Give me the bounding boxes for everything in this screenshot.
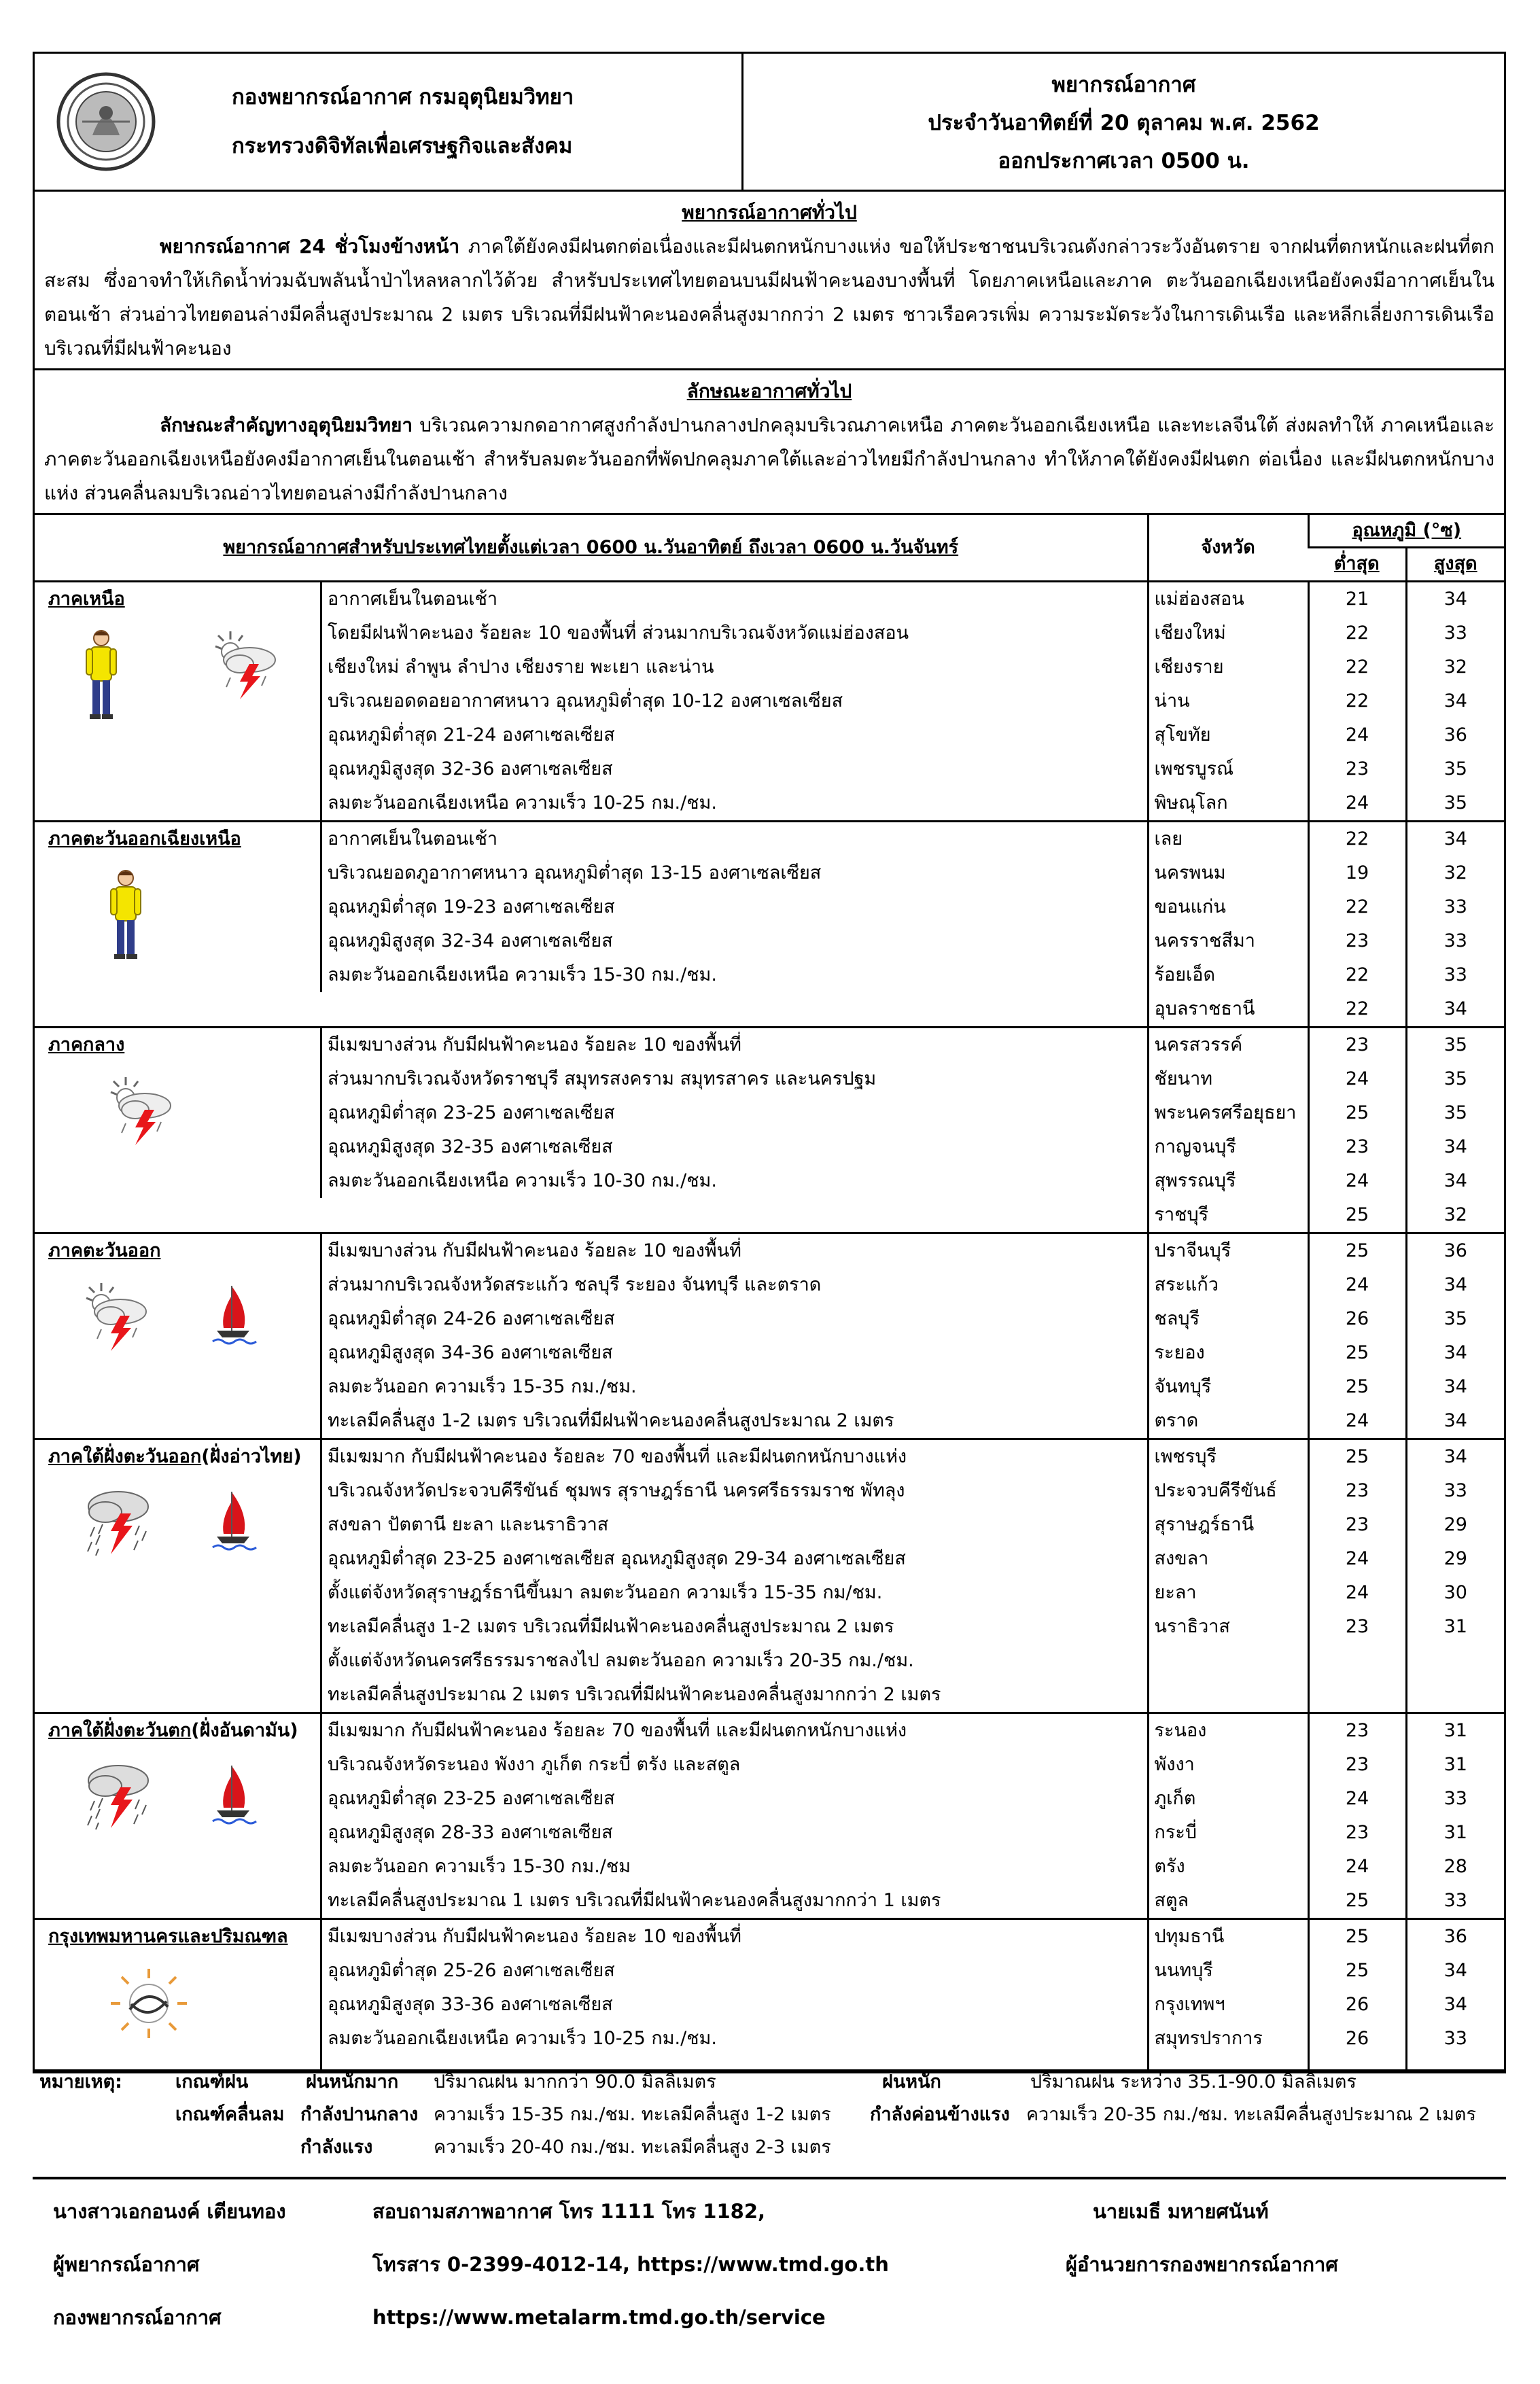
province-name: ระยอง <box>1154 1342 1205 1363</box>
max-temp: 34 <box>1443 1994 1467 2015</box>
max-temp: 34 <box>1443 1960 1467 1981</box>
max-temp: 29 <box>1443 1514 1467 1535</box>
very-heavy-rain-label: ฝนหนักมาก <box>306 2071 399 2092</box>
min-temp: 26 <box>1345 1308 1369 1329</box>
min-temp: 23 <box>1345 1034 1369 1055</box>
min-temp: 21 <box>1345 589 1369 610</box>
min-temp: 23 <box>1345 930 1369 951</box>
min-temp-cell <box>1308 1028 1406 1233</box>
min-temp: 25 <box>1345 1342 1369 1363</box>
very-heavy-rain-desc: ปริมาณฝน มากกว่า 90.0 มิลลิเมตร <box>434 2071 716 2092</box>
max-temp: 36 <box>1443 1926 1467 1947</box>
forecaster-department: กองพยากรณ์อากาศ <box>53 2306 222 2329</box>
organization-name: กองพยากรณ์อากาศ กรมอุตุนิยมวิทยา <box>232 85 574 109</box>
province-name: กระบี่ <box>1154 1822 1197 1843</box>
province-name-cell <box>1148 822 1308 1028</box>
min-temp: 22 <box>1345 656 1369 678</box>
min-temp: 25 <box>1345 1960 1369 1981</box>
min-temp: 24 <box>1345 792 1369 813</box>
forecast-line: มีเมฆบางส่วน กับมีฝนฟ้าคะนอง ร้อยละ 10 ของพื้นที่ <box>328 1240 741 1261</box>
max-temp: 36 <box>1443 724 1467 746</box>
forecast-line: สงขลา ปัตตานี ยะลา และนราธิวาส <box>328 1514 609 1535</box>
min-temp: 23 <box>1345 1754 1369 1775</box>
forecast-line: ลมตะวันออกเฉียงเหนือ ความเร็ว 10-25 กม./ชม. <box>328 792 717 813</box>
max-temp: 34 <box>1443 1342 1467 1363</box>
document-date: ประจำวันอาทิตย์ที่ 20 ตุลาคม พ.ศ. 2562 <box>928 111 1320 135</box>
forecast-line: อุณหภูมิสูงสุด 33-36 องศาเซลเซียส <box>328 1994 613 2015</box>
forecast-line: บริเวณจังหวัดระนอง พังงา ภูเก็ต กระบี่ ตรัง และสตูล <box>328 1754 741 1775</box>
max-temp: 34 <box>1443 1136 1467 1157</box>
max-temp: 32 <box>1443 862 1467 883</box>
max-temp: 33 <box>1443 1890 1467 1911</box>
forecast-line: มีเมฆบางส่วน กับมีฝนฟ้าคะนอง ร้อยละ 10 ของพื้นที่ <box>328 1034 741 1055</box>
province-name: ตราด <box>1154 1410 1199 1431</box>
min-temp: 24 <box>1345 1068 1369 1089</box>
min-temp-cell <box>1308 822 1406 1028</box>
province-name: สุราษฎร์ธานี <box>1154 1514 1255 1535</box>
province-name: ปราจีนบุรี <box>1154 1240 1231 1261</box>
document-title: พยากรณ์อากาศ <box>1051 73 1196 97</box>
forecast-line: อุณหภูมิสูงสุด 28-33 องศาเซลเซียส <box>328 1822 613 1843</box>
max-temp: 33 <box>1443 896 1467 917</box>
min-temp: 25 <box>1345 1890 1369 1911</box>
forecast-line: ส่วนมากบริเวณจังหวัดสระแก้ว ชลบุรี ระยอง จันทบุรี และตราด <box>328 1274 822 1295</box>
ministry-name: กระทรวงดิจิทัลเพื่อเศรษฐกิจและสังคม <box>232 134 573 158</box>
region-name: ภาคกลาง <box>48 1034 125 1055</box>
organization-block <box>35 54 743 190</box>
province-name: พระนครศรีอยุธยา <box>1154 1102 1297 1123</box>
province-name: ระนอง <box>1154 1720 1207 1741</box>
signature-footer <box>53 2185 1494 2344</box>
rain-criteria-label: เกณฑ์ฝน <box>175 2071 249 2092</box>
issue-time: ออกประกาศเวลา 0500 น. <box>998 149 1250 173</box>
forecast-line: ส่วนมากบริเวณจังหวัดราชบุรี สมุทรสงคราม สมุทรสาคร และนครปฐม <box>328 1068 877 1089</box>
notes-label: หมายเหตุ: <box>39 2071 122 2092</box>
max-temp: 36 <box>1443 1240 1467 1261</box>
forecast-line: บริเวณยอดภูอากาศหนาว อุณหภูมิต่ำสุด 13-15 องศาเซลเซียส <box>328 862 822 883</box>
province-name: กาญจนบุรี <box>1154 1136 1236 1157</box>
max-temp: 31 <box>1443 1822 1467 1843</box>
max-temp: 29 <box>1443 1548 1467 1569</box>
forecast-line: ลมตะวันออกเฉียงเหนือ ความเร็ว 10-25 กม./ชม. <box>328 2028 717 2049</box>
max-temp-cell <box>1406 822 1504 1028</box>
director-role: ผู้อำนวยการกองพยากรณ์อากาศ <box>1066 2253 1338 2276</box>
region-name-suffix: (ฝั่งอันดามัน) <box>191 1720 298 1741</box>
province-name: เลย <box>1154 828 1183 849</box>
province-name: พังงา <box>1154 1754 1195 1775</box>
max-temp: 30 <box>1443 1582 1467 1603</box>
province-name: พิษณุโลก <box>1154 792 1228 813</box>
region-row <box>35 1919 1504 2071</box>
province-name-cell <box>1148 1233 1308 1439</box>
general-weather-title: ลักษณะอากาศทั่วไป <box>686 380 852 402</box>
min-temp: 23 <box>1345 1514 1369 1535</box>
region-name: ภาคตะวันออก <box>48 1240 161 1261</box>
region-label-cell <box>35 582 320 820</box>
region-name: กรุงเทพมหานครและปริมณฑล <box>48 1926 288 1947</box>
max-temp: 33 <box>1443 964 1467 985</box>
forecast-line: ลมตะวันออก ความเร็ว 15-30 กม./ชม <box>328 1856 631 1877</box>
province-name: กรุงเทพฯ <box>1154 1994 1225 2015</box>
province-name: ชัยนาท <box>1154 1068 1213 1089</box>
min-temp: 25 <box>1345 1240 1369 1261</box>
forecast-line: โดยมีฝนฟ้าคะนอง ร้อยละ 10 ของพื้นที่ ส่วนมากบริเวณจังหวัดแม่ฮ่องสอน <box>328 623 909 644</box>
forecast-line: อุณหภูมิต่ำสุด 19-23 องศาเซลเซียส <box>328 896 615 917</box>
min-temp: 24 <box>1345 1582 1369 1603</box>
min-temp: 24 <box>1345 1170 1369 1191</box>
forecast-line: ตั้งแต่จังหวัดนครศรีธรรมราชลงไป ลมตะวันออก ความเร็ว 20-35 กม./ชม. <box>328 1650 914 1671</box>
province-name-cell <box>1148 1028 1308 1233</box>
region-forecast-text <box>320 1234 1147 1438</box>
region-label-cell <box>35 1714 320 1918</box>
min-temp: 22 <box>1345 998 1369 1019</box>
min-temp: 24 <box>1345 1274 1369 1295</box>
contact-fax: โทรสาร 0-2399-4012-14, https://www.tmd.go.th <box>372 2253 889 2276</box>
forecast-line: ทะเลมีคลื่นสูงประมาณ 1 เมตร บริเวณที่มีฝนฟ้าคะนองคลื่นสูงมากกว่า 1 เมตร <box>328 1890 941 1911</box>
region-forecast-text <box>320 582 1147 820</box>
max-temp: 31 <box>1443 1720 1467 1741</box>
min-temp: 19 <box>1345 862 1369 883</box>
thunderstorm-icon <box>105 1074 180 1154</box>
max-temp: 31 <box>1443 1616 1467 1637</box>
forecast-line: อุณหภูมิต่ำสุด 23-25 องศาเซลเซียส <box>328 1788 615 1809</box>
max-temp: 31 <box>1443 1754 1467 1775</box>
min-temp: 24 <box>1345 724 1369 746</box>
region-forecast-text <box>320 1440 1147 1712</box>
region-name: ภาคใต้ฝั่งตะวันออก(ฝั่งอ่าวไทย) <box>48 1440 320 1474</box>
forecast-line: บริเวณจังหวัดประจวบคีรีขันธ์ ชุมพร สุราษฎร์ธานี นครศรีธรรมราช พัทลุง <box>328 1480 905 1501</box>
forecast-line: อากาศเย็นในตอนเช้า <box>328 828 498 849</box>
document-title-block <box>743 54 1504 190</box>
max-temp: 28 <box>1443 1856 1467 1877</box>
general-forecast-text: พยากรณ์อากาศ 24 ชั่วโมงข้างหน้า ภาคใต้ยังคงมีฝนตกต่อเนื่องและมีฝนตกหนักบางแห่ง ขอให้ประชาชนบริเวณดังกล่าวระวังอันตราย จากฝนที่ตกหนักและฝนที่ตกสะสม ซึ่งอาจทำให้เกิดน้ำท่วมฉับพลันน้ำป่าไหลหลากไว้ด้วย สำหรับประเทศไทยตอนบนมีฝนฟ้าคะนองบางพื้นที่ โดยภาคเหนือและภาค ตะวันออกเฉียงเหนือยังคงมีอากาศเย็นในตอนเช้า ส่วนอ่าวไทยตอนล่างมีคลื่นสูงประมาณ 2 เมตร บริเวณที่มีฝนฟ้าคะนองคลื่นสูงมากกว่า 2 เมตร ชาวเรือควรเพิ่ม ความระมัดระวังในการเดินเรือ และหลีกเลี่ยงการเดินเรือบริเวณที่มีฝนฟ้าคะนอง <box>44 235 1495 360</box>
max-temp: 35 <box>1443 792 1467 813</box>
province-name-cell <box>1148 1439 1308 1713</box>
forecast-line: อุณหภูมิต่ำสุด 21-24 องศาเซลเซียส <box>328 724 615 746</box>
province-name: สระแก้ว <box>1154 1274 1219 1295</box>
max-temp: 33 <box>1443 623 1467 644</box>
min-temp: 24 <box>1345 1548 1369 1569</box>
forecast-line: ลมตะวันออก ความเร็ว 15-35 กม./ชม. <box>328 1376 637 1397</box>
regional-forecast-table <box>35 515 1504 2071</box>
max-temp: 33 <box>1443 2028 1467 2049</box>
province-name-cell <box>1148 582 1308 822</box>
province-name: เชียงใหม่ <box>1154 623 1226 644</box>
max-temp: 34 <box>1443 690 1467 712</box>
province-name: ภูเก็ต <box>1154 1788 1196 1809</box>
region-label-cell <box>35 1028 320 1198</box>
max-temp: 34 <box>1443 1274 1467 1295</box>
thunderstorm-icon <box>210 629 285 708</box>
province-name-cell <box>1148 1919 1308 2071</box>
province-name: นครสวรรค์ <box>1154 1034 1243 1055</box>
general-weather-section <box>35 370 1504 515</box>
min-temp-cell <box>1308 582 1406 822</box>
min-temp: 25 <box>1345 1926 1369 1947</box>
forecast-line: ลมตะวันออกเฉียงเหนือ ความเร็ว 15-30 กม./ชม. <box>328 964 717 985</box>
min-temp: 23 <box>1345 758 1369 779</box>
sailboat-icon <box>210 1486 258 1559</box>
province-name: นราธิวาส <box>1154 1616 1230 1637</box>
forecast-line: อุณหภูมิต่ำสุด 23-25 องศาเซลเซียส อุณหภูมิสูงสุด 29-34 องศาเซลเซียส <box>328 1548 906 1569</box>
region-forecast-text <box>320 1028 1147 1198</box>
min-temp: 25 <box>1345 1446 1369 1467</box>
max-temp: 35 <box>1443 1102 1467 1123</box>
province-name: ชลบุรี <box>1154 1308 1200 1329</box>
province-name: นครราชสีมา <box>1154 930 1255 951</box>
forecaster-name: นางสาวเอกอนงค์ เตียนทอง <box>53 2200 286 2223</box>
max-temp-cell <box>1406 1028 1504 1233</box>
contact-phone: สอบถามสภาพอากาศ โทร 1111 โทร 1182, <box>372 2200 766 2223</box>
forecast-line: มีเมฆมาก กับมีฝนฟ้าคะนอง ร้อยละ 70 ของพื้นที่ และมีฝนตกหนักบางแห่ง <box>328 1720 907 1741</box>
min-temp: 23 <box>1345 1136 1369 1157</box>
province-name: นนทบุรี <box>1154 1960 1213 1981</box>
province-name: ยะลา <box>1154 1582 1197 1603</box>
province-name: ตรัง <box>1154 1856 1185 1877</box>
min-temp: 26 <box>1345 2028 1369 2049</box>
min-temp: 24 <box>1345 1410 1369 1431</box>
forecast-line: มีเมฆบางส่วน กับมีฝนฟ้าคะนอง ร้อยละ 10 ของพื้นที่ <box>328 1926 741 1947</box>
min-temp: 22 <box>1345 690 1369 712</box>
min-temp: 26 <box>1345 1994 1369 2015</box>
max-temp-header: สูงสุด <box>1406 548 1504 582</box>
max-temp: 33 <box>1443 1788 1467 1809</box>
province-name: ปทุมธานี <box>1154 1926 1225 1947</box>
director-name: นายเมธี มหายศนันท์ <box>1093 2200 1269 2223</box>
province-name: สตูล <box>1154 1890 1189 1911</box>
min-temp: 22 <box>1345 896 1369 917</box>
person-icon <box>105 869 146 968</box>
heavy-rain-desc: ปริมาณฝน ระหว่าง 35.1-90.0 มิลลิเมตร <box>1030 2071 1357 2092</box>
province-name: สุโขทัย <box>1154 724 1211 746</box>
min-temp-cell <box>1308 1233 1406 1439</box>
forecast-line: เชียงใหม่ ลำพูน ลำปาง เชียงราย พะเยา และน่าน <box>328 656 714 678</box>
province-name: แม่ฮ่องสอน <box>1154 589 1244 610</box>
moderate-wind-label: กำลังปานกลาง <box>300 2104 419 2125</box>
province-name: เพชรบุรี <box>1154 1446 1217 1467</box>
general-forecast-lead: พยากรณ์อากาศ 24 ชั่วโมงข้างหน้า <box>160 235 460 258</box>
footer-divider <box>33 2177 1506 2179</box>
province-name-cell <box>1148 1713 1308 1919</box>
region-label-cell <box>35 822 320 992</box>
region-label-cell <box>35 1920 320 2069</box>
department-seal-icon <box>55 71 157 173</box>
min-temp: 22 <box>1345 964 1369 985</box>
min-temp: 22 <box>1345 623 1369 644</box>
max-temp-cell <box>1406 1919 1504 2071</box>
forecast-line: อุณหภูมิสูงสุด 32-35 องศาเซลเซียส <box>328 1136 613 1157</box>
general-weather-text: ลักษณะสำคัญทางอุตุนิยมวิทยา บริเวณความกดอากาศสูงกำลังปานกลางปกคลุมบริเวณภาคเหนือ ภาคตะวันออกเฉียงเหนือ และทะเลจีนใต้ ส่งผลทำให้ ภาคเหนือและภาคตะวันออกเฉียงเหนือยังคงมีอากาศเย็นในตอนเช้า สำหรับลมตะวันออกที่พัดปกคลุมภาคใต้และอ่าวไทยมีกำลังปานกลาง ทำให้ภาคใต้ยังคงมีฝนตก ต่อเนื่อง และมีฝนตกหนักบางแห่ง ส่วนคลื่นลมบริเวณอ่าวไทยตอนล่างมีกำลังปานกลาง <box>44 414 1495 504</box>
forecast-line: อุณหภูมิสูงสุด 32-34 องศาเซลเซียส <box>328 930 613 951</box>
sun-thunder-icon <box>105 1966 194 2046</box>
region-row <box>35 582 1504 822</box>
min-temp: 23 <box>1345 1480 1369 1501</box>
min-temp-cell <box>1308 1713 1406 1919</box>
heavy-rain-label: ฝนหนัก <box>882 2071 941 2092</box>
forecast-line: บริเวณยอดดอยอากาศหนาว อุณหภูมิต่ำสุด 10-12 องศาเซลเซียส <box>328 690 843 712</box>
max-temp: 34 <box>1443 998 1467 1019</box>
province-name: สงขลา <box>1154 1548 1209 1569</box>
region-row <box>35 1233 1504 1439</box>
forecast-line: ทะเลมีคลื่นสูงประมาณ 2 เมตร บริเวณที่มีฝนฟ้าคะนองคลื่นสูงมากกว่า 2 เมตร <box>328 1684 941 1705</box>
province-name: ร้อยเอ็ด <box>1154 964 1216 985</box>
forecast-line: อุณหภูมิต่ำสุด 23-25 องศาเซลเซียส <box>328 1102 615 1123</box>
forecast-line: อุณหภูมิสูงสุด 32-36 องศาเซลเซียส <box>328 758 613 779</box>
max-temp: 33 <box>1443 1480 1467 1501</box>
province-name: จันทบุรี <box>1154 1376 1212 1397</box>
general-forecast-title: พยากรณ์อากาศทั่วไป <box>682 201 857 224</box>
sailboat-icon <box>210 1760 258 1833</box>
forecaster-role: ผู้พยากรณ์อากาศ <box>53 2253 200 2276</box>
min-temp: 24 <box>1345 1788 1369 1809</box>
province-name: ประจวบคีรีขันธ์ <box>1154 1480 1277 1501</box>
max-temp: 35 <box>1443 1068 1467 1089</box>
max-temp-cell <box>1406 1233 1504 1439</box>
region-name: ภาคตะวันออกเฉียงเหนือ <box>48 828 241 849</box>
max-temp-cell <box>1406 1713 1504 1919</box>
min-temp: 25 <box>1345 1204 1369 1225</box>
wind-criteria-label: เกณฑ์คลื่นลม <box>175 2104 285 2125</box>
fairly-strong-wind-desc: ความเร็ว 20-35 กม./ชม. ทะเลมีคลื่นสูงประมาณ 2 เมตร <box>1026 2104 1476 2125</box>
forecast-line: มีเมฆมาก กับมีฝนฟ้าคะนอง ร้อยละ 70 ของพื้นที่ และมีฝนตกหนักบางแห่ง <box>328 1446 907 1467</box>
thunderstorm-icon <box>81 1280 156 1360</box>
max-temp: 32 <box>1443 1204 1467 1225</box>
province-name: สมุทรปราการ <box>1154 2028 1263 2049</box>
region-label-cell <box>35 1440 320 1712</box>
max-temp: 33 <box>1443 930 1467 951</box>
max-temp-cell <box>1406 1439 1504 1713</box>
forecast-line: ทะเลมีคลื่นสูง 1-2 เมตร บริเวณที่มีฝนฟ้าคะนองคลื่นสูงประมาณ 2 เมตร <box>328 1410 894 1431</box>
heavy-rain-thunder-icon <box>81 1486 156 1566</box>
sailboat-icon <box>210 1280 258 1353</box>
region-forecast-text <box>320 1714 1147 1918</box>
region-forecast-text <box>320 822 1147 992</box>
contact-website: https://www.metalarm.tmd.go.th/service <box>372 2306 826 2329</box>
heavy-rain-thunder-icon <box>81 1760 156 1840</box>
region-row <box>35 1439 1504 1713</box>
region-name-suffix: (ฝั่งอ่าวไทย) <box>201 1446 302 1467</box>
region-name: ภาคเหนือ <box>48 589 125 610</box>
min-temp: 23 <box>1345 1616 1369 1637</box>
province-name: สุพรรณบุรี <box>1154 1170 1236 1191</box>
forecast-document <box>33 52 1506 2073</box>
province-name: นครพนม <box>1154 862 1226 883</box>
min-temp: 22 <box>1345 828 1369 849</box>
forecast-line: ตั้งแต่จังหวัดสุราษฎร์ธานีขึ้นมา ลมตะวันออก ความเร็ว 15-35 กม/ชม. <box>328 1582 883 1603</box>
general-forecast-section <box>35 192 1504 370</box>
moderate-wind-desc: ความเร็ว 15-35 กม./ชม. ทะเลมีคลื่นสูง 1-2 เมตร <box>434 2104 831 2125</box>
province-name: อุบลราชธานี <box>1154 998 1255 1019</box>
province-header: จังหวัด <box>1148 515 1308 582</box>
max-temp: 32 <box>1443 656 1467 678</box>
region-name: ภาคใต้ฝั่งตะวันตก(ฝั่งอันดามัน) <box>48 1714 320 1748</box>
max-temp: 34 <box>1443 1410 1467 1431</box>
max-temp: 34 <box>1443 1170 1467 1191</box>
strong-wind-label: กำลังแรง <box>300 2137 373 2158</box>
region-row <box>35 1713 1504 1919</box>
min-temp: 25 <box>1345 1376 1369 1397</box>
min-temp: 23 <box>1345 1720 1369 1741</box>
max-temp: 34 <box>1443 1446 1467 1467</box>
general-weather-lead: ลักษณะสำคัญทางอุตุนิยมวิทยา <box>160 414 413 436</box>
min-temp: 23 <box>1345 1822 1369 1843</box>
region-forecast-text <box>320 1920 1147 2069</box>
max-temp: 34 <box>1443 1376 1467 1397</box>
forecast-line: อุณหภูมิสูงสุด 34-36 องศาเซลเซียส <box>328 1342 613 1363</box>
person-icon <box>81 629 122 729</box>
region-row <box>35 822 1504 1028</box>
min-temp: 24 <box>1345 1856 1369 1877</box>
max-temp-cell <box>1406 582 1504 822</box>
province-name: เพชรบูรณ์ <box>1154 758 1234 779</box>
strong-wind-desc: ความเร็ว 20-40 กม./ชม. ทะเลมีคลื่นสูง 2-3 เมตร <box>434 2137 831 2158</box>
province-name: ขอนแก่น <box>1154 896 1226 917</box>
forecast-line: ลมตะวันออกเฉียงเหนือ ความเร็ว 10-30 กม./ชม. <box>328 1170 717 1191</box>
notes-section <box>39 2066 1507 2164</box>
document-header <box>35 54 1504 192</box>
region-label-cell <box>35 1234 320 1438</box>
min-temp-cell <box>1308 1439 1406 1713</box>
min-temp: 25 <box>1345 1102 1369 1123</box>
max-temp: 35 <box>1443 1034 1467 1055</box>
province-name: เชียงราย <box>1154 656 1224 678</box>
max-temp: 35 <box>1443 758 1467 779</box>
max-temp: 34 <box>1443 589 1467 610</box>
period-header: พยากรณ์อากาศสำหรับประเทศไทยตั้งแต่เวลา 0600 น.วันอาทิตย์ ถึงเวลา 0600 น.วันจันทร์ <box>35 515 1148 582</box>
province-name: ราชบุรี <box>1154 1204 1209 1225</box>
province-name: น่าน <box>1154 690 1190 712</box>
forecast-line: อุณหภูมิต่ำสุด 25-26 องศาเซลเซียส <box>328 1960 615 1981</box>
forecast-line: อากาศเย็นในตอนเช้า <box>328 589 498 610</box>
forecast-line: ทะเลมีคลื่นสูง 1-2 เมตร บริเวณที่มีฝนฟ้าคะนองคลื่นสูงประมาณ 2 เมตร <box>328 1616 894 1637</box>
fairly-strong-wind-label: กำลังค่อนข้างแรง <box>870 2104 1010 2125</box>
min-temp-header: ต่ำสุด <box>1308 548 1406 582</box>
region-row <box>35 1028 1504 1233</box>
temperature-header: อุณหภูมิ (°ซ) <box>1308 515 1504 548</box>
max-temp: 34 <box>1443 828 1467 849</box>
min-temp-cell <box>1308 1919 1406 2071</box>
forecast-line: อุณหภูมิต่ำสุด 24-26 องศาเซลเซียส <box>328 1308 615 1329</box>
max-temp: 35 <box>1443 1308 1467 1329</box>
